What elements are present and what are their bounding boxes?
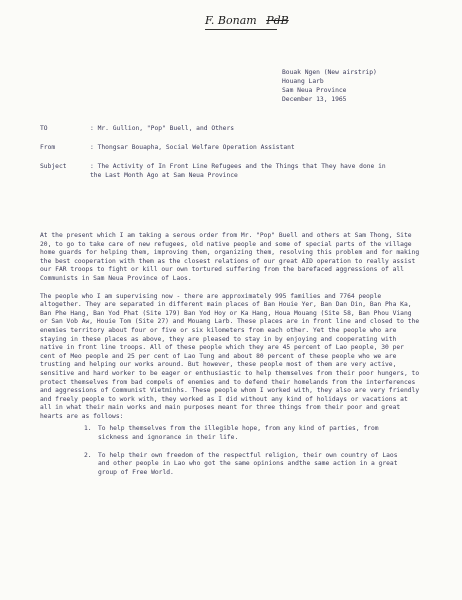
from-label: From — [40, 144, 56, 151]
list-item-text: To help their own freedom of the respectful religion, their own country of Laos and other people in Lao who got the same opinions andthe same action in a great group of Free World. — [98, 451, 398, 476]
to-value: : Mr. Gullion, "Pop" Buell, and Others — [90, 125, 235, 132]
body-paragraph-2: The people who I am supervising now - there are approximately 995 families and 7764 people altogether. They are separated in different main places of Ban Houie Yer, Ban Dan Din, Ban Pha Ka, Ban Phe Hang, Ban Yod Phat (Site 179) Ban Yod Hoy or Ka Hang, Houa Mouang (Site 58, Ban Phou Viang or San Vob Aw, Houie Tom (Site 27) and Mouang Larb. These places are in front line and closed to the enemies territory about four or five or six kilometers from each other. Yet the people who are staying in these places as above, they are pleased to stay in by enjoying and cooperating with native in front line troops. All of these people which they are 45 percent of Lao people, 30 per cent of Meo people and 25 per cent of Lao Tung and about 80 percent of these people who we are trusting and helping our works around. But however, these people most of them are very active, sensitive and hard worker to be eager or enthusiastic to help themselves from their poor hungers, to protect themselves from bad compels of enemies and to defend their homelands from the interferences and aggressions of Communist Vietminhs. These people whom I worked with, they also are very friendly and freely people to work with, they worked as I did without any kind of holidays or vacations at all in what their main works and main purposes meant for three things from their poor and great hearts are as follows: — [40, 292, 420, 420]
body-paragraph-1: At the present which I am taking a serous order from Mr. "Pop" Buell and others at Sam Thong, Site 20, to go to take care of new refugees, old native people and some of special parts of the village home guards for helping them, improving them, organizing them, resolving this problem and for making the best cooperation with them as the closest relations of our great AID operation to really assist our FAR troops to fight or kill our own tortured suffering from the barefaced aggressions of all Communists in Sam Neua Province of Laos. — [40, 232, 420, 282]
from-value: : Thongsar Bouapha, Social Welfare Operation Assistant — [90, 144, 295, 151]
handwritten-underline — [205, 29, 277, 30]
sender-line-3: Sam Neua Province — [282, 87, 347, 94]
sender-line-1: Bouak Ngen (New airstrip) — [282, 69, 377, 76]
list-item-number: 2. — [84, 451, 92, 459]
memo-header — [40, 124, 400, 190]
subject-label: Subject — [40, 163, 67, 170]
struck-initials: PdB — [266, 14, 289, 27]
handwritten-annotation — [205, 14, 289, 27]
letter-body — [40, 232, 420, 486]
subject-value: : The Activity of In Front Line Refugees and the Things that They have done in the Last Month Ago at Sam Neua Province — [90, 163, 386, 179]
to-label: TO — [40, 125, 48, 132]
to-row — [40, 124, 400, 133]
list-item — [84, 452, 420, 478]
list-item-text: To help themselves from the illegible hope, from any kind of parties, from sickness and ignorance in their life. — [98, 425, 379, 442]
from-row — [40, 143, 400, 152]
list-item — [84, 425, 420, 442]
handwritten-name: F. Bonam — [205, 14, 257, 27]
letter-date: December 13, 1965 — [282, 96, 347, 103]
sender-block — [282, 68, 377, 104]
sender-line-2: Houang Larb — [282, 78, 324, 85]
subject-row — [40, 162, 400, 180]
list-item-number: 1. — [84, 425, 92, 433]
